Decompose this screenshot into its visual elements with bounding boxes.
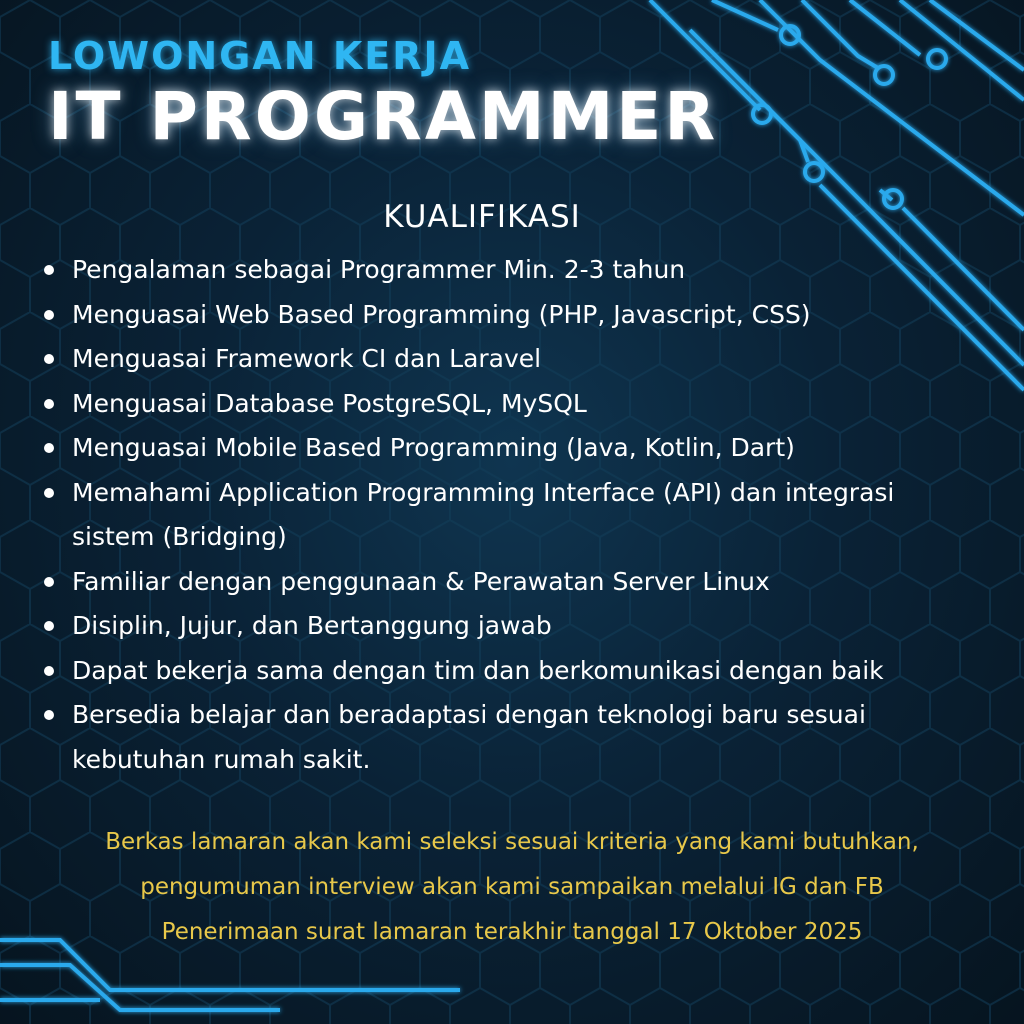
list-item-text: Disiplin, Jujur, dan Bertanggung jawab: [72, 611, 552, 640]
list-item: [40, 248, 980, 293]
bullet-icon: [44, 577, 54, 587]
footer-note: [0, 820, 1024, 955]
bullet-icon: [44, 265, 54, 275]
qualifications-heading: KUALIFIKASI: [383, 199, 581, 235]
list-item: [40, 471, 980, 560]
bullet-icon: [44, 399, 54, 409]
header-title: IT PROGRAMMER: [48, 78, 719, 155]
bullet-icon: [44, 354, 54, 364]
list-item-text: Menguasai Web Based Programming (PHP, Javascript, CSS): [72, 299, 811, 329]
list-item-text: Familiar dengan penggunaan & Perawatan Server Linux: [72, 566, 770, 596]
bullet-icon: [44, 443, 54, 453]
list-item: [40, 604, 980, 649]
list-item-text: Memahami Application Programming Interface (API) dan integrasi: [72, 477, 895, 507]
bullet-icon: [44, 710, 54, 720]
bullet-icon: [44, 310, 54, 320]
bullet-icon: [44, 621, 54, 631]
list-item: [40, 293, 980, 338]
footer-line: pengumuman interview akan kami sampaikan melalui IG dan FB: [140, 874, 884, 900]
footer-deadline: Penerimaan surat lamaran terakhir tanggal 17 Oktober 2025: [161, 919, 863, 945]
list-item-text: Dapat bekerja sama dengan tim dan berkomunikasi dengan baik: [72, 655, 884, 685]
list-item-text: Pengalaman sebagai Programmer Min. 2-3 tahun: [72, 255, 686, 284]
list-item-text: Menguasai Database PostgreSQL, MySQL: [72, 388, 587, 418]
list-item-text: Bersedia belajar dan beradaptasi dengan teknologi baru sesuai: [72, 700, 866, 729]
qualifications-list: [40, 248, 980, 782]
list-item-text: Menguasai Framework CI dan Laravel: [72, 344, 542, 373]
list-item-text-continued: kebutuhan rumah sakit.: [72, 744, 371, 774]
header-subtitle: LOWONGAN KERJA: [48, 34, 472, 78]
list-item: [40, 693, 980, 782]
bullet-icon: [44, 666, 54, 676]
list-item: [40, 560, 980, 605]
list-item: [40, 337, 980, 382]
footer-line: Berkas lamaran akan kami seleksi sesuai kriteria yang kami butuhkan,: [105, 829, 919, 855]
list-item-text: Menguasai Mobile Based Programming (Java, Kotlin, Dart): [72, 433, 795, 462]
list-item: [40, 649, 980, 694]
list-item-text-continued: sistem (Bridging): [72, 522, 287, 551]
list-item: [40, 382, 980, 427]
bullet-icon: [44, 488, 54, 498]
list-item: [40, 426, 980, 471]
